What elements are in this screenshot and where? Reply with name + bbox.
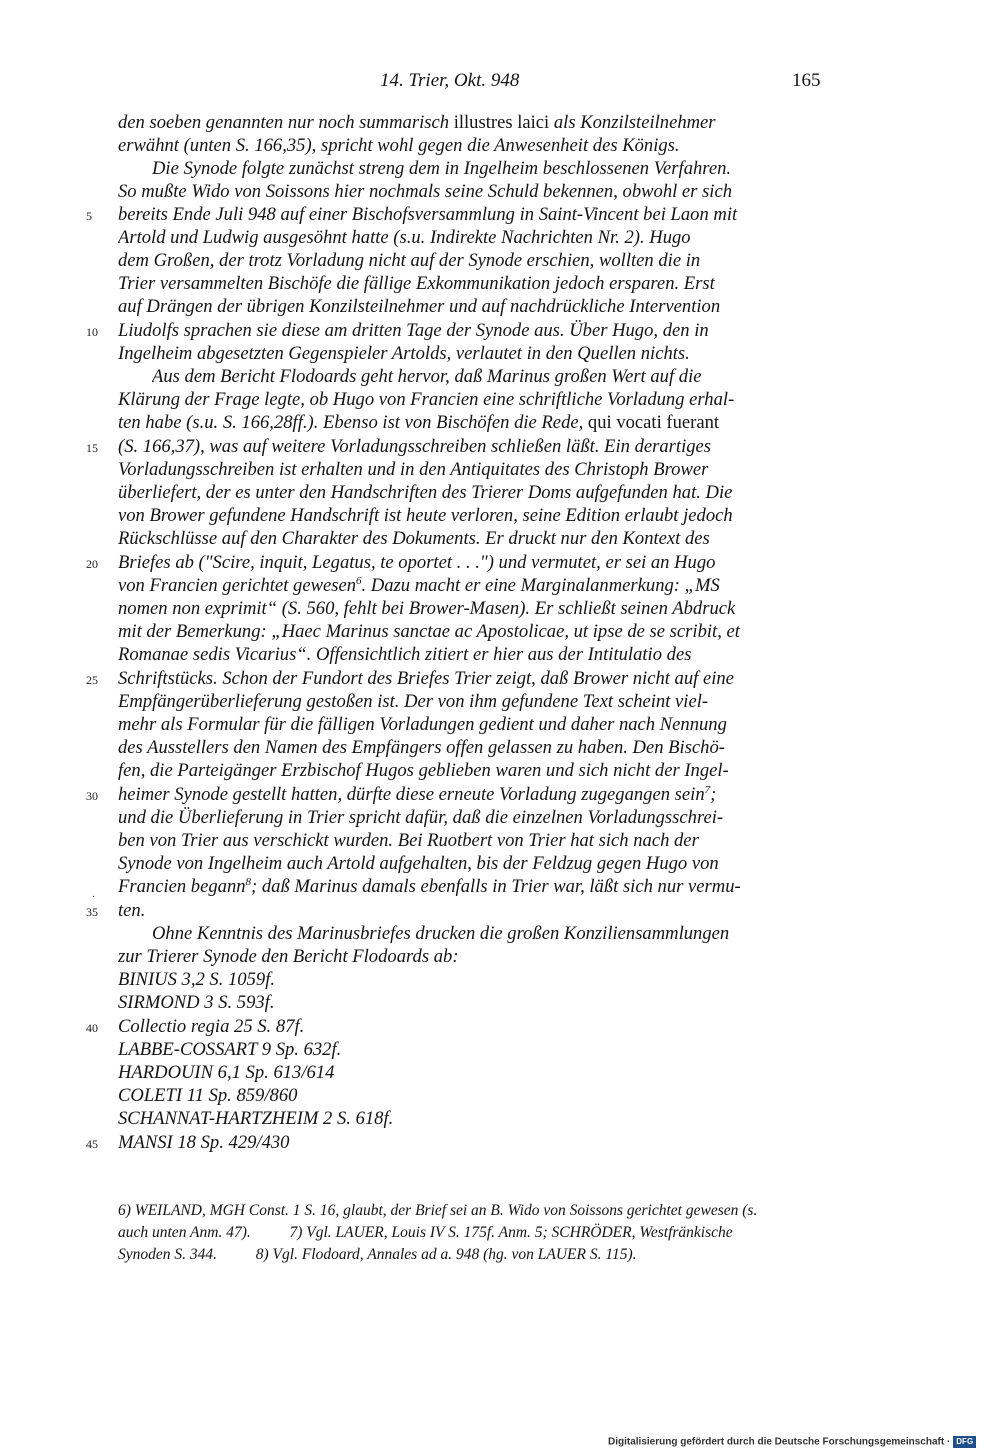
bibliography-entry [118,992,828,1014]
text-line [118,575,828,597]
text-line [118,784,828,806]
line-number: 20 [86,557,98,571]
text-segment: den soeben genannten nur noch summarisch [118,112,450,133]
text-line [118,528,828,550]
text-segment: bereits Ende Juli 948 auf einer Bischofsversammlung in Saint-Vincent bei Laon mit [118,204,738,225]
bibliography-entry [118,1016,828,1038]
text-line [118,412,828,434]
text-segment: ; [710,784,717,805]
text-segment: Rückschlüsse auf den Charakter des Dokuments. Er druckt nur den Kontext des [118,528,710,549]
text-segment: auch unten Anm. 47). 7) Vgl. LAUER, Louis IV S. 175f. Anm. 5; SCHRÖDER, Westfränkische [118,1224,733,1241]
text-segment: (S. 166,37), was auf weitere Vorladungsschreiben schließen läßt. Ein derartiges [118,436,712,457]
bibliography-entry [118,1132,828,1154]
line-number: 30 [86,789,98,803]
text-line [118,830,828,852]
latin-quote: qui vocati fuerant [587,412,720,433]
bibliography-entry [118,1085,828,1107]
text-segment: heimer Synode gestellt hatten, dürfte diese erneute Vorladung zugegangen sein [118,784,705,805]
text-segment: zur Trierer Synode den Bericht Flodoards ab: [118,946,459,967]
margin-dot: · [92,892,96,903]
text-segment: COLETI 11 Sp. 859/860 [118,1085,298,1106]
text-segment: ben von Trier aus verschickt wurden. Bei Ruotbert von Trier hat sich nach der [118,830,699,851]
text-segment: mehr als Formular für die fälligen Vorladungen gedient und daher nach Nennung [118,714,727,735]
text-segment: des Ausstellers den Namen des Empfängers offen gelassen zu haben. Den Bischö- [118,737,725,758]
text-segment: Artold und Ludwig ausgesöhnt hatte (s.u. Indirekte Nachrichten Nr. 2). Hugo [118,227,691,248]
text-segment: Liudolfs sprachen sie diese am dritten Tage der Synode aus. Über Hugo, den in [118,320,709,341]
bibliography-entry [118,1108,828,1130]
text-line [118,598,828,620]
text-line [118,436,828,458]
line-number: 40 [86,1021,98,1035]
text-segment: SCHANNAT-HARTZHEIM 2 S. 618f. [118,1108,394,1129]
text-segment: Aus dem Bericht Flodoards geht hervor, daß Marinus großen Wert auf die [152,366,702,387]
text-line [118,760,828,782]
text-segment: Vorladungsschreiben ist erhalten und in den Antiquitates des Christoph Brower [118,459,709,480]
text-segment: SIRMOND 3 S. 593f. [118,992,275,1013]
text-line [118,389,828,411]
text-line [118,320,828,342]
text-line [152,366,828,388]
footnote-ref: 7 [704,784,711,796]
text-line [118,296,828,318]
text-line [118,853,828,875]
text-line [118,505,828,527]
text-segment: Klärung der Frage legte, ob Hugo von Francien eine schriftliche Vorladung erhal- [118,389,735,410]
text-line [118,621,828,643]
line-number: 5 [86,209,92,223]
text-segment: Synode von Ingelheim auch Artold aufgehalten, bis der Feldzug gegen Hugo von [118,853,719,874]
text-line [118,807,828,829]
footnote-ref: 6 [356,575,362,587]
text-line [118,714,828,736]
text-line [118,181,828,203]
text-segment: Briefes ab ("Scire, inquit, Legatus, te oportet . . .") und vermutet, er sei an Hugo [118,552,716,573]
latin-quote: illustres laici [453,112,550,133]
text-line [118,876,828,898]
text-line [118,737,828,759]
line-number: 15 [86,441,98,455]
text-line [152,923,828,945]
text-line [118,250,828,272]
bibliography-entry [118,1062,828,1084]
text-line [118,482,828,504]
text-line [118,691,828,713]
digitization-credit [608,1436,976,1450]
text-segment: ten. [118,900,146,921]
footnote-ref: 8 [245,876,252,888]
text-segment: Die Synode folgte zunächst streng dem in Ingelheim beschlossenen Verfahren. [152,158,732,179]
text-line [118,112,828,134]
text-segment: MANSI 18 Sp. 429/430 [118,1132,290,1153]
line-number: 45 [86,1137,98,1151]
text-line [118,227,828,249]
text-line [118,668,828,690]
text-segment: LABBE-COSSART 9 Sp. 632f. [118,1039,342,1060]
text-segment: überliefert, der es unter den Handschriften des Trierer Doms aufgefunden hat. Die [118,482,733,503]
credit-text: Digitalisierung gefördert durch die Deutsche Forschungsgemeinschaft · [608,1436,951,1448]
text-line [118,343,828,365]
text-segment: dem Großen, der trotz Vorladung nicht auf der Synode erschien, wollten die in [118,250,701,271]
text-segment: Empfängerüberlieferung gestoßen ist. Der von ihm gefundene Text scheint viel- [118,691,709,712]
line-number: 10 [86,325,98,339]
text-segment: Romanae sedis Vicarius“. Offensichtlich zitiert er hier aus der Intitulatio des [118,644,692,665]
footnote-line [118,1222,828,1243]
text-line [152,158,828,180]
text-line [118,552,828,574]
text-segment: fen, die Parteigänger Erzbischof Hugos geblieben waren und sich nicht der Ingel- [118,760,729,781]
text-segment: ten habe (s.u. S. 166,28ff.). Ebenso ist von Bischöfen die Rede, [118,412,584,433]
text-segment: Ingelheim abgesetzten Gegenspieler Artolds, verlautet in den Quellen nichts. [118,343,690,364]
text-line [118,900,828,922]
text-segment: Schriftstücks. Schon der Fundort des Briefes Trier zeigt, daß Brower nicht auf eine [118,668,734,689]
text-line [118,273,828,295]
text-segment: als Konzilsteilnehmer [553,112,716,133]
text-segment: mit der Bemerkung: „Haec Marinus sanctae ac Apostolicae, ut ipse de se scribit, et [118,621,740,642]
text-segment: HARDOUIN 6,1 Sp. 613/614 [118,1062,335,1083]
page-number: 165 [792,70,821,91]
text-segment: . Dazu macht er eine Marginalanmerkung: „MS [361,575,720,596]
text-line [118,459,828,481]
text-segment: Synoden S. 344. 8) Vgl. Flodoard, Annales ad a. 948 (hg. von LAUER S. 115). [118,1246,637,1263]
text-segment: Collectio regia 25 S. 87f. [118,1016,305,1037]
footnote-line [118,1200,828,1221]
text-line [118,135,828,157]
text-segment: von Brower gefundene Handschrift ist heute verloren, seine Edition erlaubt jedoch [118,505,733,526]
line-number: 35 [86,905,98,919]
text-segment: 6) WEILAND, MGH Const. 1 S. 16, glaubt, der Brief sei an B. Wido von Soissons gerichtet gewesen (s. [118,1202,758,1219]
text-segment: Ohne Kenntnis des Marinusbriefes drucken die großen Konziliensammlungen [152,923,730,944]
running-header-title: 14. Trier, Okt. 948 [380,70,520,91]
text-line [118,644,828,666]
text-segment: nomen non exprimit“ (S. 560, fehlt bei Brower-Masen). Er schließt seinen Abdruck [118,598,736,619]
text-segment: Francien begann [118,876,246,897]
bibliography-entry [118,1039,828,1061]
footnote-line [118,1244,828,1265]
text-segment: ; daß Marinus damals ebenfalls in Trier war, läßt sich nur vermu- [251,876,741,897]
text-segment: erwähnt (unten S. 166,35), spricht wohl gegen die Anwesenheit des Königs. [118,135,680,156]
text-segment: und die Überlieferung in Trier spricht dafür, daß die einzelnen Vorladungsschrei- [118,807,724,828]
line-number: 25 [86,673,98,687]
text-line [118,946,828,968]
bibliography-entry [118,969,828,991]
dfg-logo-icon: DFG [953,1436,976,1448]
text-line [118,204,828,226]
text-segment: So mußte Wido von Soissons hier nochmals seine Schuld bekennen, obwohl er sich [118,181,733,202]
text-segment: von Francien gerichtet gewesen [118,575,357,596]
text-segment: BINIUS 3,2 S. 1059f. [118,969,276,990]
text-segment: Trier versammelten Bischöfe die fällige Exkommunikation jedoch ersparen. Erst [118,273,715,294]
text-segment: auf Drängen der übrigen Konzilsteilnehmer und auf nachdrückliche Intervention [118,296,721,317]
